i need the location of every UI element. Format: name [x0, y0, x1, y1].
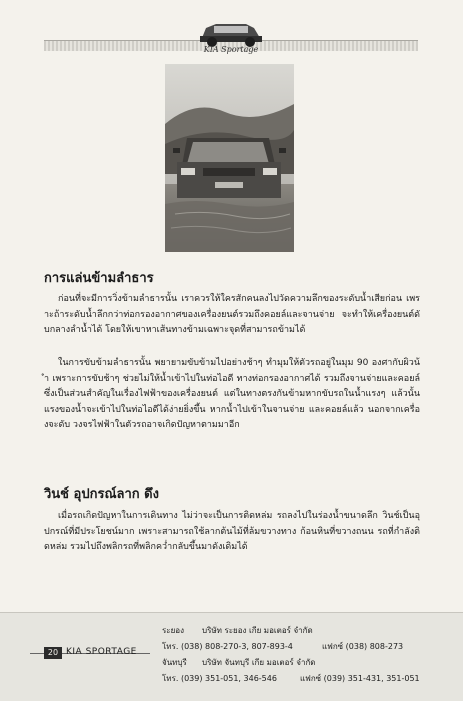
- section-title-winch: วินช์ อุปกรณ์ลาก ดึง: [44, 487, 159, 502]
- dealer-2-province: จันทบุรี: [162, 658, 187, 667]
- dealer-2-fax: แฟกซ์ (039) 351-431, 351-051: [300, 674, 420, 683]
- car-icon: [196, 14, 266, 48]
- dealer-2-company: บริษัท จันทบุรี เกีย มอเตอร์ จำกัด: [202, 658, 316, 667]
- paragraph-winch: เมื่อรถเกิดปัญหาในการเดินทาง ไม่ว่าจะเป็นการติดหล่ม รถลงไปในร่องน้ำขนาดลึก วินช์เป็นอุปกรณ์ที่มีประโยชน์มาก เพราะสามารถใช้ลากต้นไม้ที่ล้มขวางทาง ก้อนหินที่ขวางถนน รถที่กำลังติดหล่ม รวมไปถึงพลิกรถที่พลิกคว่ำกลับขึ้นมาดังเดิมได้: [44, 511, 420, 552]
- page-number: 20: [44, 647, 62, 659]
- dealer-1-phone: โทร. (038) 808-270-3, 807-893-4: [162, 642, 293, 651]
- suv-in-water-photo: [165, 64, 294, 252]
- dealer-1-company: บริษัท ระยอง เกีย มอเตอร์ จำกัด: [202, 626, 313, 635]
- paragraph-stream-crossing-2: ในการขับข้ามลำธารนั้น พยายามขับข้ามไปอย่างช้าๆ ทำมุมให้ตัวรถอยู่ในมุม 90 องศากับผิวน้ำ เพราะการขับช้าๆ ช่วยไม่ให้น้ำเข้าไปในท่อไอดี ทางท่อกรองอากาศได้ รวมถึงจานจ่ายและคอยล์ซึ่งเป็นส่วนสำคัญในเรื่องไฟฟ้าของเครื่องยนต์ แต่ในทางตรงกันข้ามหากขับรถในน้ำแรงๆ แล้วนั้น แรงของน้ำจะเข้าไปในท่อไอดีได้ง่ายยิ่งขึ้น หากน้ำไปเข้าในจานจ่าย และคอยล์แล้ว นอกจากเครื่องจะดับ วงจรไฟฟ้าในตัวรถอาจเกิดปัญหาตามมาอีก: [44, 358, 420, 430]
- dealer-1-province: ระยอง: [162, 626, 184, 635]
- footer-brand: KIA SPORTAGE: [66, 647, 137, 657]
- dealer-2-phone: โทร. (039) 351-051, 346-546: [162, 674, 277, 683]
- sportage-logo: KIA Sportage: [203, 45, 259, 54]
- paragraph-stream-crossing-1: ก่อนที่จะมีการวิ่งข้ามลำธารนั้น เราควรให้ใครสักคนลงไปวัดความลึกของระดับน้ำเสียก่อน เพราะถ้าระดับน้ำลึกกว่าท่อกรองอากาศของเครื่องยนต์รวมถึงคอยล์และจานจ่าย จะทำให้เครื่องยนต์ดับกลางลำน้ำได้ โดยให้เขาหาเส้นทางข้ามเฉพาะจุดที่สามารถข้ามได้: [44, 294, 420, 335]
- section-title-stream-crossing: การแล่นข้ามลำธาร: [44, 271, 154, 286]
- dealer-1-fax: แฟกซ์ (038) 808-273: [322, 642, 404, 651]
